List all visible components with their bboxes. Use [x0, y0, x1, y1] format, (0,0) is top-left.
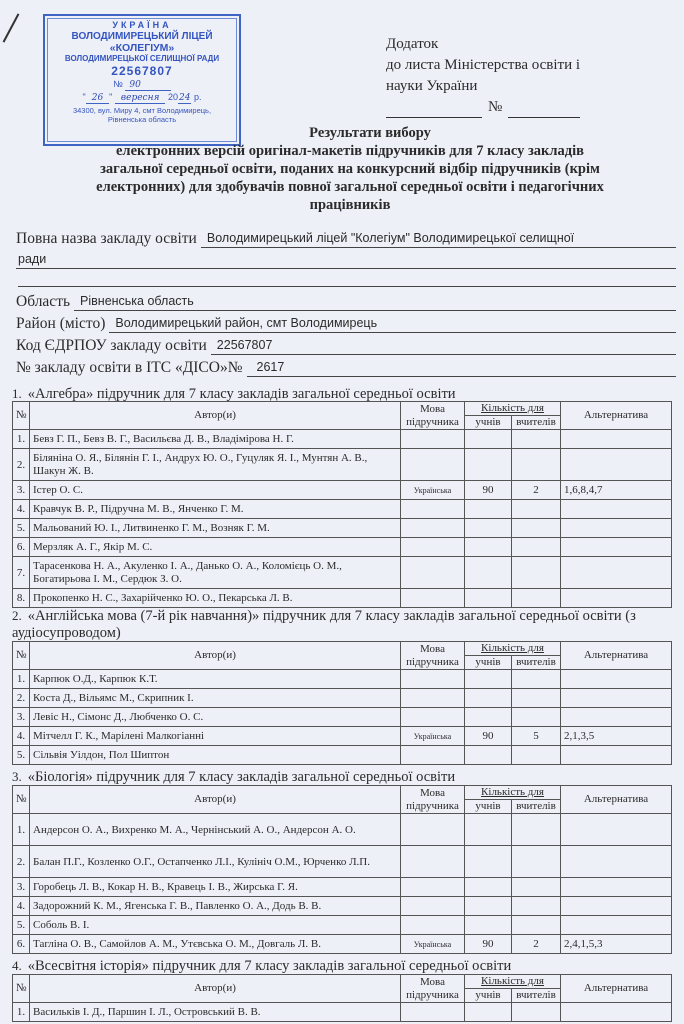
- blank-line: [18, 286, 676, 287]
- section-title-text: «Всесвітня історія» підручник для 7 класу закладів загальної середньої освіти: [27, 958, 512, 974]
- field-edrpou: [16, 333, 676, 355]
- teachers-count-cell: [512, 589, 561, 608]
- students-count-cell: [465, 814, 512, 846]
- students-count-cell: 90: [465, 481, 512, 500]
- alternative-cell: [561, 449, 672, 481]
- section-title-text: «Біологія» підручник для 7 класу закладів загальної середньої освіти: [27, 769, 456, 785]
- region-value: Рівненська область: [74, 293, 676, 311]
- table-row: [13, 430, 672, 449]
- teachers-count-cell: [512, 708, 561, 727]
- row-number: 1.: [13, 814, 30, 846]
- header-authors: Автор(и): [30, 786, 401, 814]
- header-language: Мова підручника: [401, 786, 465, 814]
- title-line3: загальної середньої освіти, поданих на конкурсний відбір підручників (крім: [100, 161, 600, 177]
- header-teachers: вчителів: [512, 416, 561, 430]
- row-number: 4.: [13, 500, 30, 519]
- header-teachers: вчителів: [512, 800, 561, 814]
- section-3-title: [12, 768, 674, 786]
- row-number: 5.: [13, 916, 30, 935]
- teachers-count-cell: [512, 500, 561, 519]
- language-cell: [401, 746, 465, 765]
- row-number: 3.: [13, 878, 30, 897]
- full-name-value: Володимирецький ліцей "Колегіум" Володимирецької селищної: [201, 230, 676, 248]
- alternative-cell: 2,4,1,5,3: [561, 935, 672, 954]
- header-language: Мова підручника: [401, 402, 465, 430]
- header-authors: Автор(и): [30, 975, 401, 1003]
- students-count-cell: [465, 519, 512, 538]
- table-row: [13, 916, 672, 935]
- authors-cell: Бевз Г. П., Бевз В. Г., Васильєва Д. В., Владімірова Н. Г.: [30, 430, 401, 449]
- teachers-count-cell: [512, 846, 561, 878]
- alternative-cell: [561, 557, 672, 589]
- language-cell: [401, 916, 465, 935]
- alternative-cell: [561, 500, 672, 519]
- appendix-line3: науки України: [386, 78, 478, 94]
- teachers-count-cell: [512, 878, 561, 897]
- authors-cell: Карпюк О.Д., Карпюк К.Т.: [30, 670, 401, 689]
- stamp-code: 22567807: [111, 64, 173, 78]
- language-cell: [401, 519, 465, 538]
- alternative-cell: [561, 689, 672, 708]
- language-cell: [401, 1003, 465, 1022]
- row-number: 6.: [13, 935, 30, 954]
- alternative-cell: [561, 708, 672, 727]
- language-cell: [401, 708, 465, 727]
- appendix-number-sign: №: [488, 99, 503, 115]
- section-4-table: [12, 974, 672, 1022]
- table-row: [13, 1003, 672, 1022]
- section-number: 3.: [12, 769, 22, 784]
- table-row: [13, 670, 672, 689]
- language-cell: Українська: [401, 481, 465, 500]
- authors-cell: Балан П.Г., Козленко О.Г., Остапченко Л.І., Кулініч О.М., Юрченко Л.П.: [30, 846, 401, 878]
- appendix-date-blank: [386, 103, 482, 118]
- section-number: 1.: [12, 386, 22, 401]
- alternative-cell: [561, 589, 672, 608]
- title-line4: електронних) для здобувачів повної загальної середньої освіти і педагогічних: [96, 179, 604, 195]
- header-quantity: Кількість для: [465, 642, 561, 656]
- authors-cell: Васильків І. Д., Паршин І. Л., Островський В. В.: [30, 1003, 401, 1022]
- alternative-cell: [561, 1003, 672, 1022]
- section-3-table: [12, 785, 672, 954]
- row-number: 3.: [13, 481, 30, 500]
- header-students: учнів: [465, 416, 512, 430]
- header-no: №: [13, 975, 30, 1003]
- teachers-count-cell: [512, 916, 561, 935]
- language-cell: [401, 846, 465, 878]
- students-count-cell: [465, 557, 512, 589]
- row-number: 7.: [13, 557, 30, 589]
- document-title: [30, 124, 670, 214]
- row-number: 1.: [13, 430, 30, 449]
- header-students: учнів: [465, 800, 512, 814]
- students-count-cell: [465, 1003, 512, 1022]
- header-teachers: вчителів: [512, 656, 561, 670]
- alternative-cell: [561, 878, 672, 897]
- header-no: №: [13, 786, 30, 814]
- header-alternative: Альтернатива: [561, 975, 672, 1003]
- table-row: [13, 449, 672, 481]
- students-count-cell: 90: [465, 727, 512, 746]
- students-count-cell: [465, 449, 512, 481]
- language-cell: [401, 430, 465, 449]
- header-alternative: Альтернатива: [561, 402, 672, 430]
- diso-label: № закладу освіти в ІТС «ДІСО»№: [16, 359, 243, 376]
- header-quantity: Кількість для: [465, 402, 561, 416]
- students-count-cell: [465, 670, 512, 689]
- header-language: Мова підручника: [401, 642, 465, 670]
- teachers-count-cell: 2: [512, 935, 561, 954]
- authors-cell: Мітчелл Г. К., Марілені Малкогіанні: [30, 727, 401, 746]
- students-count-cell: [465, 746, 512, 765]
- table-row: [13, 481, 672, 500]
- table-row: [13, 538, 672, 557]
- alternative-cell: [561, 916, 672, 935]
- language-cell: [401, 449, 465, 481]
- header-authors: Автор(и): [30, 402, 401, 430]
- stamp-date-day: 26: [86, 93, 109, 104]
- alternative-cell: [561, 746, 672, 765]
- teachers-count-cell: [512, 746, 561, 765]
- section-title-text: «Алгебра» підручник для 7 класу закладів загальної середньої освіти: [27, 386, 456, 402]
- table-row: [13, 846, 672, 878]
- field-full-name-cont: [16, 247, 676, 269]
- title-line5: працівників: [309, 197, 391, 213]
- stamp-number-label: №: [113, 79, 123, 89]
- language-cell: Українська: [401, 935, 465, 954]
- table-row: [13, 708, 672, 727]
- teachers-count-cell: 5: [512, 727, 561, 746]
- language-cell: [401, 500, 465, 519]
- students-count-cell: [465, 897, 512, 916]
- section-4-title: [12, 957, 674, 975]
- row-number: 5.: [13, 519, 30, 538]
- header-no: №: [13, 402, 30, 430]
- authors-cell: Андерсон О. А., Вихренко М. А., Чернінський А. О., Андерсон А. О.: [30, 814, 401, 846]
- appendix-number-blank: [508, 103, 580, 118]
- district-label: Район (місто): [16, 315, 106, 332]
- section-number: 2.: [12, 608, 22, 623]
- students-count-cell: [465, 500, 512, 519]
- authors-cell: Задорожний К. М., Ягенська Г. В., Павленко О. А., Додь В. В.: [30, 897, 401, 916]
- authors-cell: Мальований Ю. І., Литвиненко Г. М., Возняк Г. М.: [30, 519, 401, 538]
- language-cell: [401, 538, 465, 557]
- teachers-count-cell: [512, 538, 561, 557]
- full-name-label: Повна назва закладу освіти: [16, 230, 197, 247]
- field-district: [16, 311, 676, 333]
- alternative-cell: 2,1,3,5: [561, 727, 672, 746]
- row-number: 4.: [13, 897, 30, 916]
- alternative-cell: [561, 538, 672, 557]
- section-number: 4.: [12, 958, 22, 973]
- full-name-value-cont: ради: [16, 251, 676, 269]
- appendix-line2: до листа Міністерства освіти і: [386, 57, 581, 73]
- authors-cell: Коста Д., Вільямс М., Скрипник І.: [30, 689, 401, 708]
- row-number: 2.: [13, 689, 30, 708]
- header-alternative: Альтернатива: [561, 786, 672, 814]
- language-cell: [401, 670, 465, 689]
- stamp-number: [45, 79, 239, 90]
- authors-cell: Кравчук В. Р., Підручна М. В., Янченко Г. М.: [30, 500, 401, 519]
- stamp-number-value: 90: [125, 80, 170, 91]
- stamp-address-line2: Рівненська область: [107, 115, 177, 124]
- table-row: [13, 557, 672, 589]
- stamp-country: УКРАЇНА: [112, 20, 172, 30]
- diso-value: 2617: [247, 359, 677, 377]
- stamp-org-line3: ВОЛОДИМИРЕЦЬКОЇ СЕЛИЩНОЇ РАДИ: [64, 54, 220, 63]
- row-number: 3.: [13, 708, 30, 727]
- edrpou-label: Код ЄДРПОУ закладу освіти: [16, 337, 207, 354]
- header-no: №: [13, 642, 30, 670]
- stamp-date-year-suffix: 24: [179, 93, 191, 103]
- teachers-count-cell: [512, 430, 561, 449]
- row-number: 1.: [13, 1003, 30, 1022]
- alternative-cell: [561, 519, 672, 538]
- language-cell: [401, 557, 465, 589]
- row-number: 2.: [13, 846, 30, 878]
- section-1-table: [12, 401, 672, 608]
- row-number: 6.: [13, 538, 30, 557]
- stamp-date-suffix: р.: [193, 92, 202, 102]
- alternative-cell: [561, 670, 672, 689]
- table-row: [13, 897, 672, 916]
- row-number: 5.: [13, 746, 30, 765]
- table-row: [13, 500, 672, 519]
- field-region: [16, 289, 676, 311]
- teachers-count-cell: [512, 1003, 561, 1022]
- row-number: 4.: [13, 727, 30, 746]
- teachers-count-cell: [512, 519, 561, 538]
- edrpou-value: 22567807: [211, 337, 676, 355]
- students-count-cell: [465, 846, 512, 878]
- language-cell: [401, 814, 465, 846]
- header-authors: Автор(и): [30, 642, 401, 670]
- authors-cell: Прокопенко Н. С., Захарійченко Ю. О., Пекарська Л. В.: [30, 589, 401, 608]
- authors-cell: Сільвія Уілдон, Пол Шиптон: [30, 746, 401, 765]
- table-row: [13, 814, 672, 846]
- alternative-cell: [561, 430, 672, 449]
- authors-cell: Левіс Н., Сімонс Д., Любченко О. С.: [30, 708, 401, 727]
- language-cell: [401, 897, 465, 916]
- teachers-count-cell: [512, 670, 561, 689]
- pen-mark: [3, 13, 20, 42]
- field-full-name: [16, 226, 676, 248]
- section-2-table: [12, 641, 672, 765]
- language-cell: Українська: [401, 727, 465, 746]
- header-quantity: Кількість для: [465, 786, 561, 800]
- table-row: [13, 727, 672, 746]
- students-count-cell: 90: [465, 935, 512, 954]
- students-count-cell: [465, 689, 512, 708]
- alternative-cell: 1,6,8,4,7: [561, 481, 672, 500]
- teachers-count-cell: [512, 814, 561, 846]
- authors-cell: Тарасенкова Н. А., Акуленко І. А., Данько О. А., Коломієць О. М., Богатирьова І. М., Сердюк З. О.: [30, 557, 401, 589]
- teachers-count-cell: [512, 449, 561, 481]
- authors-cell: Мерзляк А. Г., Якір М. С.: [30, 538, 401, 557]
- title-line2: електронних версій оригінал-макетів підручників для 7 класу закладів: [116, 143, 584, 159]
- appendix-number-line: [386, 97, 580, 118]
- stamp-address-line1: 34300, вул. Миру 4, смт Володимирець,: [72, 106, 212, 115]
- authors-cell: Біляніна О. Я., Білянін Г. І., Андрух Ю. О., Гуцуляк Я. І., Мунтян А. В., Шакун Ж. В.: [30, 449, 401, 481]
- table-row: [13, 689, 672, 708]
- table-row: [13, 746, 672, 765]
- section-2-title: [12, 607, 674, 642]
- appendix-line1: Додаток: [386, 36, 439, 52]
- alternative-cell: [561, 846, 672, 878]
- table-row: [13, 519, 672, 538]
- students-count-cell: [465, 538, 512, 557]
- teachers-count-cell: [512, 689, 561, 708]
- stamp-org-line1: ВОЛОДИМИРЕЦЬКИЙ ЛІЦЕЙ: [71, 31, 213, 42]
- row-number: 2.: [13, 449, 30, 481]
- authors-cell: Істер О. С.: [30, 481, 401, 500]
- field-diso: [16, 355, 676, 377]
- teachers-count-cell: [512, 897, 561, 916]
- stamp-date-year-prefix: 20: [167, 92, 178, 102]
- language-cell: [401, 589, 465, 608]
- table-row: [13, 589, 672, 608]
- language-cell: [401, 689, 465, 708]
- teachers-count-cell: 2: [512, 481, 561, 500]
- authors-cell: Соболь В. І.: [30, 916, 401, 935]
- students-count-cell: [465, 916, 512, 935]
- header-quantity: Кількість для: [465, 975, 561, 989]
- table-row: [13, 878, 672, 897]
- header-alternative: Альтернатива: [561, 642, 672, 670]
- stamp-date: " 26 " вересня 2024 р.: [82, 92, 202, 103]
- district-value: Володимирецький район, смт Володимирець: [109, 315, 676, 333]
- appendix-header: [386, 34, 580, 118]
- row-number: 1.: [13, 670, 30, 689]
- stamp-address: [45, 106, 239, 124]
- header-teachers: вчителів: [512, 989, 561, 1003]
- students-count-cell: [465, 708, 512, 727]
- teachers-count-cell: [512, 557, 561, 589]
- section-title-text: «Англійська мова (7-й рік навчання)» підручник для 7 класу закладів загальної середньої освіти (з аудіосупроводом): [12, 608, 636, 641]
- students-count-cell: [465, 430, 512, 449]
- language-cell: [401, 878, 465, 897]
- alternative-cell: [561, 814, 672, 846]
- header-language: Мова підручника: [401, 975, 465, 1003]
- header-students: учнів: [465, 656, 512, 670]
- header-students: учнів: [465, 989, 512, 1003]
- stamp-date-month: вересня: [115, 93, 166, 104]
- students-count-cell: [465, 589, 512, 608]
- students-count-cell: [465, 878, 512, 897]
- title-line1: Результати вибору: [309, 125, 431, 141]
- authors-cell: Тагліна О. В., Самойлов А. М., Утєвська О. М., Довгаль Л. В.: [30, 935, 401, 954]
- alternative-cell: [561, 897, 672, 916]
- region-label: Область: [16, 293, 71, 310]
- stamp-org-line2: «КОЛЕГІУМ»: [109, 42, 175, 54]
- row-number: 8.: [13, 589, 30, 608]
- table-row: [13, 935, 672, 954]
- authors-cell: Горобець Л. В., Кокар Н. В., Кравець І. В., Жирська Г. Я.: [30, 878, 401, 897]
